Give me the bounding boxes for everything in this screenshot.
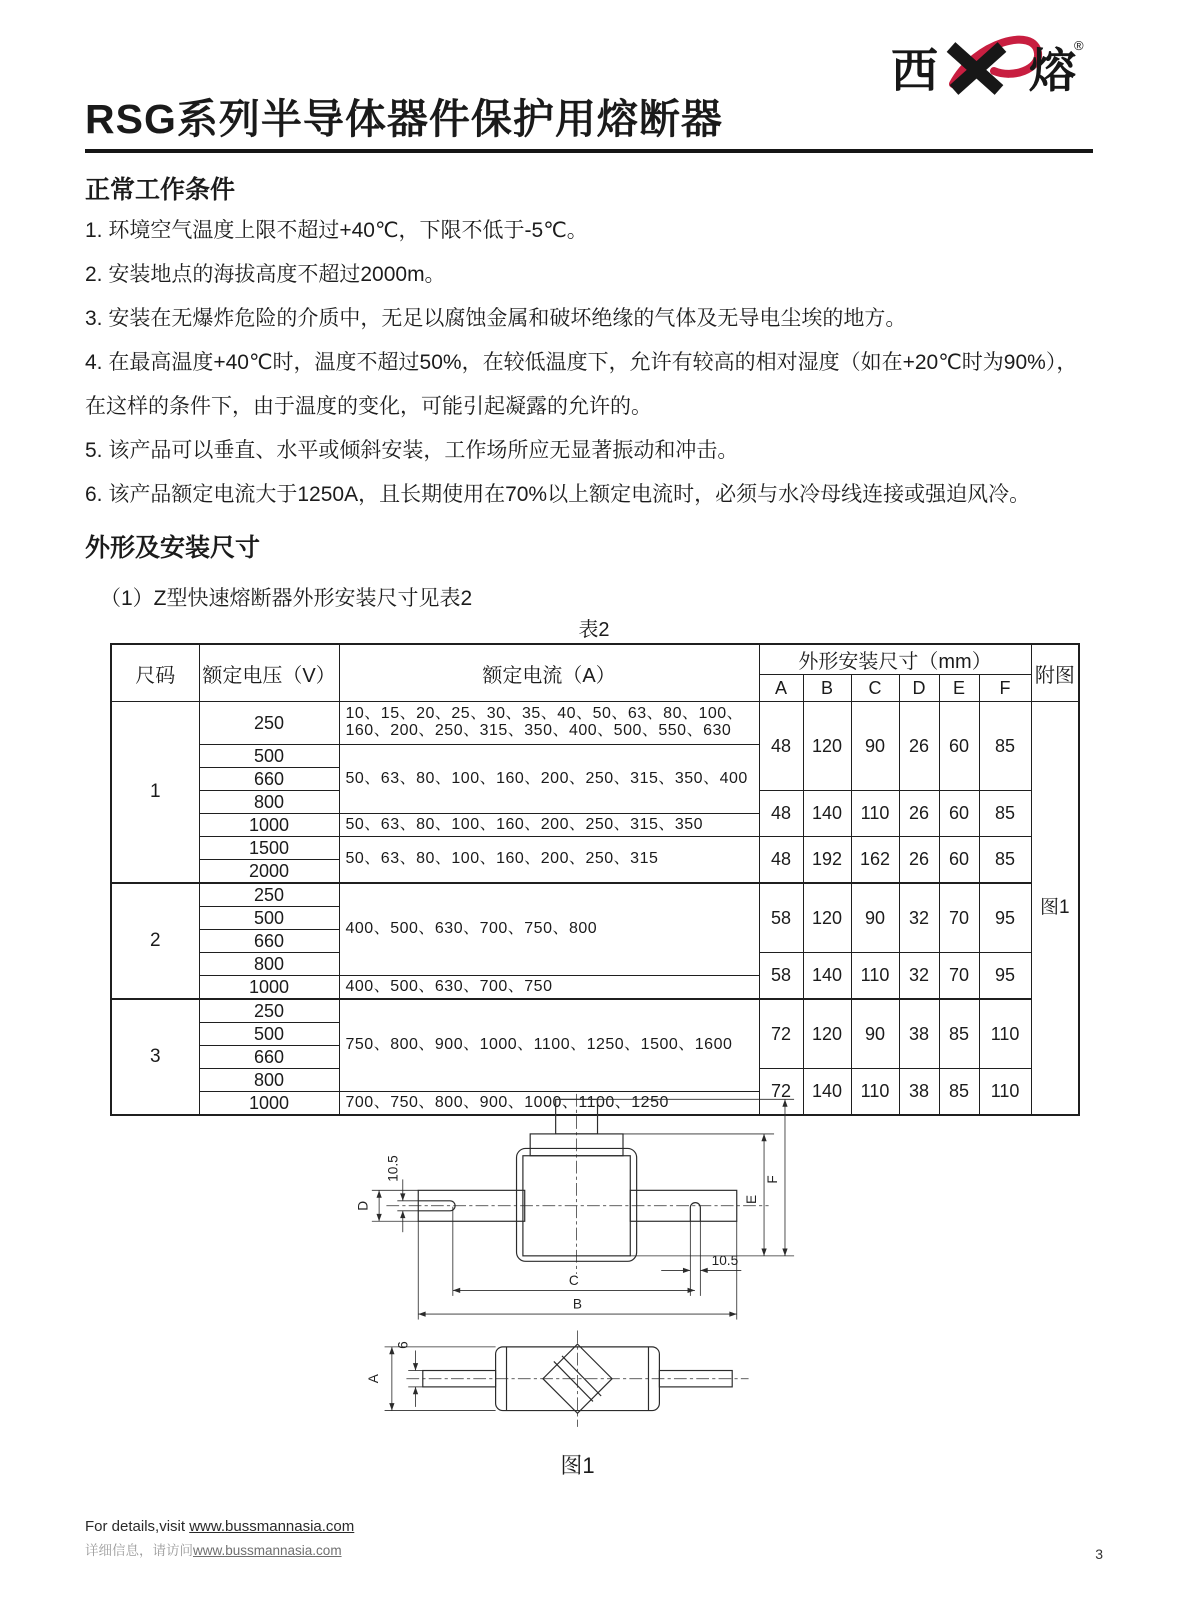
voltage-cell: 1000: [199, 1092, 339, 1116]
current-cell: 400、500、630、700、750: [339, 976, 759, 1000]
footer-en-link[interactable]: www.bussmannasia.com: [189, 1518, 355, 1535]
conditions-list: [85, 220, 1105, 528]
registered-mark: ®: [1074, 38, 1084, 53]
dim-cell: 90: [851, 999, 899, 1069]
size-cell: 2: [111, 883, 199, 999]
dim-cell: 32: [899, 953, 939, 1000]
current-cell: 400、500、630、700、750、800: [339, 883, 759, 976]
dimensions-table: [110, 643, 1080, 1116]
voltage-cell: 660: [199, 930, 339, 953]
voltage-cell: 800: [199, 791, 339, 814]
dim-cell: 110: [979, 999, 1031, 1069]
section-heading-dimensions: 外形及安装尺寸: [85, 534, 261, 562]
condition-item: 2. 安装地点的海拔高度不超过2000m。: [85, 263, 446, 286]
col-header-dim-e: E: [939, 675, 979, 702]
dim-cell: 85: [939, 999, 979, 1069]
condition-item: 5. 该产品可以垂直、水平或倾斜安装，工作场所应无显著振动和冲击。: [85, 439, 739, 462]
fuse-front-view: [386, 1094, 768, 1274]
voltage-cell: 1000: [199, 976, 339, 1000]
condition-item: 在这样的条件下，由于温度的变化，可能引起凝露的允许的。: [85, 395, 652, 418]
dim-label-6: 6: [395, 1341, 411, 1349]
footer-cn-link[interactable]: www.bussmannasia.com: [193, 1543, 342, 1558]
dim-label-a: A: [366, 1374, 382, 1384]
fuse-dimension-drawing: [350, 1092, 805, 1447]
condition-item: 1. 环境空气温度上限不超过+40℃，下限不低于-5℃。: [85, 219, 588, 242]
voltage-cell: 250: [199, 702, 339, 745]
dim-cell: 26: [899, 791, 939, 837]
dim-cell: 120: [803, 702, 851, 791]
current-cell: 700、750、800、900、1000、1100、1250: [339, 1092, 759, 1116]
dim-cell: 95: [979, 883, 1031, 953]
dim-cell: 90: [851, 702, 899, 791]
dim-cell: 26: [899, 702, 939, 791]
dim-cell: 120: [803, 999, 851, 1069]
page-title: RSG系列半导体器件保护用熔断器: [85, 96, 723, 142]
footer-en-prefix: For details,visit: [85, 1518, 190, 1535]
dim-cell: 95: [979, 953, 1031, 1000]
dim-cell: 72: [759, 1069, 803, 1116]
dim-cell: 140: [803, 791, 851, 837]
dim-cell: 85: [939, 1069, 979, 1116]
brand-logo: [889, 34, 1089, 100]
logo-char-right: 熔: [1029, 44, 1076, 97]
dim-cell: 60: [939, 702, 979, 791]
figure-caption: 图1: [560, 1453, 595, 1478]
dim-cell: 110: [851, 791, 899, 837]
section-heading-conditions: 正常工作条件: [85, 176, 236, 204]
current-cell: 50、63、80、100、160、200、250、315、350: [339, 814, 759, 837]
condition-item: 6. 该产品额定电流大于1250A，且长期使用在70%以上额定电流时，必须与水冷母线连接或强迫风冷。: [85, 483, 1031, 506]
dim-label-d: D: [355, 1200, 371, 1211]
voltage-cell: 1000: [199, 814, 339, 837]
dim-cell: 110: [851, 953, 899, 1000]
dim-cell: 48: [759, 702, 803, 791]
dim-cell: 26: [899, 837, 939, 884]
dim-cell: 58: [759, 953, 803, 1000]
dim-label-c: C: [568, 1272, 579, 1288]
voltage-cell: 250: [199, 883, 339, 907]
col-header-dim-f: F: [979, 675, 1031, 702]
condition-item: 4. 在最高温度+40℃时，温度不超过50%，在较低温度下，允许有较高的相对湿度（如在+20℃时为90%），: [85, 351, 1078, 374]
current-cell: 50、63、80、100、160、200、250、315、350、400: [339, 745, 759, 814]
dimension-labels: [355, 1155, 780, 1383]
voltage-cell: 660: [199, 768, 339, 791]
fuse-top-view: [406, 1330, 748, 1426]
current-cell: 750、800、900、1000、1100、1250、1500、1600: [339, 999, 759, 1092]
footer-cn-prefix: 详细信息，请访问: [85, 1543, 193, 1558]
dim-cell: 48: [759, 837, 803, 884]
col-header-current: 额定电流（A）: [339, 644, 759, 702]
figure-1: [350, 1092, 805, 1480]
voltage-cell: 800: [199, 1069, 339, 1092]
current-cell: 50、63、80、100、160、200、250、315: [339, 837, 759, 884]
dim-cell: 60: [939, 837, 979, 884]
dim-cell: 32: [899, 883, 939, 953]
dim-label-b: B: [572, 1296, 583, 1312]
dim-cell: 70: [939, 953, 979, 1000]
page-number: 3: [1095, 1546, 1103, 1562]
dim-cell: 38: [899, 999, 939, 1069]
logo-char-left: 西: [891, 44, 938, 97]
condition-item: 3. 安装在无爆炸危险的介质中，无足以腐蚀金属和破坏绝缘的气体及无导电尘埃的地方。: [85, 307, 907, 330]
dim-cell: 90: [851, 883, 899, 953]
dim-cell: 85: [979, 837, 1031, 884]
dim-cell: 85: [979, 791, 1031, 837]
dim-cell: 85: [979, 702, 1031, 791]
col-header-dim-c: C: [851, 675, 899, 702]
col-header-voltage: 额定电压（V）: [199, 644, 339, 702]
voltage-cell: 500: [199, 907, 339, 930]
col-header-figure: 附图: [1031, 644, 1079, 702]
dim-label-slot-bottom: 10.5: [711, 1252, 739, 1268]
dim-cell: 70: [939, 883, 979, 953]
dim-cell: 38: [899, 1069, 939, 1116]
figure-ref-cell: 图1: [1031, 702, 1079, 1116]
size-cell: 3: [111, 999, 199, 1115]
dim-cell: 58: [759, 883, 803, 953]
voltage-cell: 500: [199, 1023, 339, 1046]
col-header-dim-a: A: [759, 675, 803, 702]
front-view-dimensions: [372, 1099, 794, 1319]
dim-cell: 140: [803, 1069, 851, 1116]
col-header-dim-b: B: [803, 675, 851, 702]
dim-cell: 60: [939, 791, 979, 837]
dim-cell: 48: [759, 791, 803, 837]
voltage-cell: 2000: [199, 860, 339, 884]
dim-cell: 192: [803, 837, 851, 884]
table-caption: 表2: [578, 619, 610, 641]
col-header-dim-d: D: [899, 675, 939, 702]
table-note: （1）Z型快速熔断器外形安装尺寸见表2: [100, 587, 473, 610]
col-header-size: 尺码: [111, 644, 199, 702]
dim-cell: 72: [759, 999, 803, 1069]
dim-cell: 110: [979, 1069, 1031, 1116]
voltage-cell: 660: [199, 1046, 339, 1069]
dim-label-slot-top: 10.5: [385, 1155, 401, 1182]
current-cell: 10、15、20、25、30、35、40、50、63、80、100、160、200、250、315、350、400、500、550、630: [339, 702, 759, 745]
size-cell: 1: [111, 702, 199, 884]
dim-cell: 140: [803, 953, 851, 1000]
dim-cell: 162: [851, 837, 899, 884]
footer-cn: [85, 1539, 342, 1559]
dim-cell: 110: [851, 1069, 899, 1116]
footer-en: [85, 1518, 354, 1535]
voltage-cell: 1500: [199, 837, 339, 860]
dim-label-f: F: [764, 1175, 780, 1184]
dim-cell: 120: [803, 883, 851, 953]
voltage-cell: 250: [199, 999, 339, 1023]
dim-label-e: E: [743, 1194, 759, 1204]
voltage-cell: 500: [199, 745, 339, 768]
title-divider: [85, 149, 1093, 153]
voltage-cell: 800: [199, 953, 339, 976]
col-header-dims: 外形安装尺寸（mm）: [759, 644, 1031, 675]
